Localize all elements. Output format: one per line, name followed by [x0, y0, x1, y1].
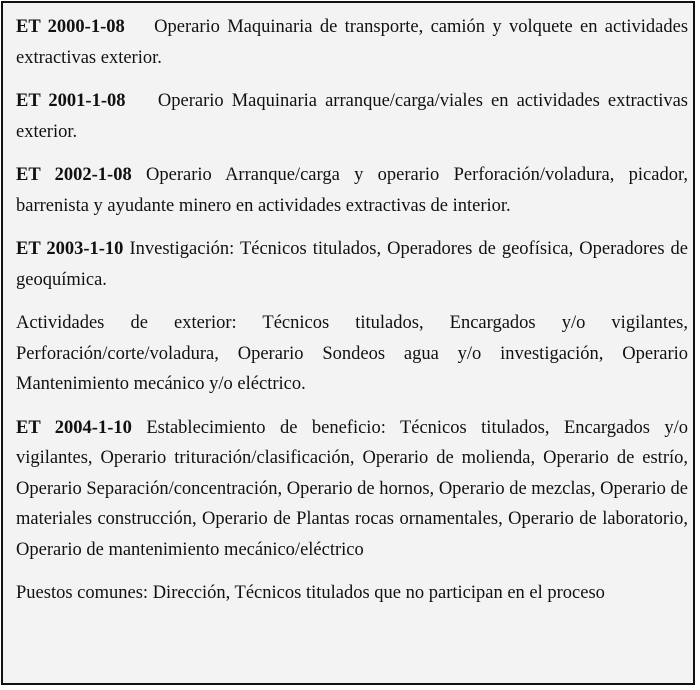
paragraph-text: Operario Maquinaria de transporte, camión y volquete en actividades extractivas exterior.: [16, 17, 689, 68]
code-separator: [126, 91, 158, 111]
code-label: ET 2001-1-08: [16, 91, 126, 111]
paragraph-text: Puestos comunes: Dirección, Técnicos titulados que no participan en el proceso: [16, 583, 605, 603]
document-frame: [1, 1, 695, 685]
code-separator: [132, 165, 146, 185]
code-label: ET 2003-1-10: [16, 239, 124, 259]
code-separator: [132, 418, 146, 438]
code-label: ET 2000-1-08: [16, 17, 125, 37]
paragraph-et-2001: [16, 86, 688, 147]
code-separator: [125, 17, 154, 37]
paragraph-actividades-exterior: [16, 308, 688, 400]
paragraph-text: Operario Arranque/carga y operario Perforación/voladura, picador, barrenista y ayudante minero en actividades extractivas de interior.: [16, 165, 689, 216]
document-body: [16, 12, 688, 622]
paragraph-et-2000: [16, 12, 688, 73]
paragraph-et-2003: [16, 234, 688, 295]
paragraph-text: Investigación: Técnicos titulados, Operadores de geofísica, Operadores de geoquímica.: [16, 239, 688, 290]
paragraph-et-2002: [16, 160, 688, 221]
code-label: ET 2002-1-08: [16, 165, 132, 185]
paragraph-text: Operario Maquinaria arranque/carga/viales en actividades extractivas exterior.: [16, 91, 689, 142]
paragraph-et-2004: [16, 413, 688, 566]
paragraph-text: Establecimiento de beneficio: Técnicos titulados, Encargados y/o vigilantes, Operario trituración/clasificación, Operario de molienda, Operario de estrío, Operario Separación/concentración, Operario de hornos, Operario de mezclas, Operario de materiales construcción, Operario de Plantas rocas ornamentales, Operario de laboratorio, Operario de mantenimiento mecánico/eléctrico: [16, 417, 689, 560]
paragraph-text: Actividades de exterior: Técnicos titulados, Encargados y/o vigilantes, Perforación/corte/voladura, Operario Sondeos agua y/o investigación, Operario Mantenimiento mecánico y/o eléctrico.: [16, 313, 688, 394]
paragraph-puestos-comunes: [16, 578, 688, 609]
code-label: ET 2004-1-10: [16, 417, 132, 438]
